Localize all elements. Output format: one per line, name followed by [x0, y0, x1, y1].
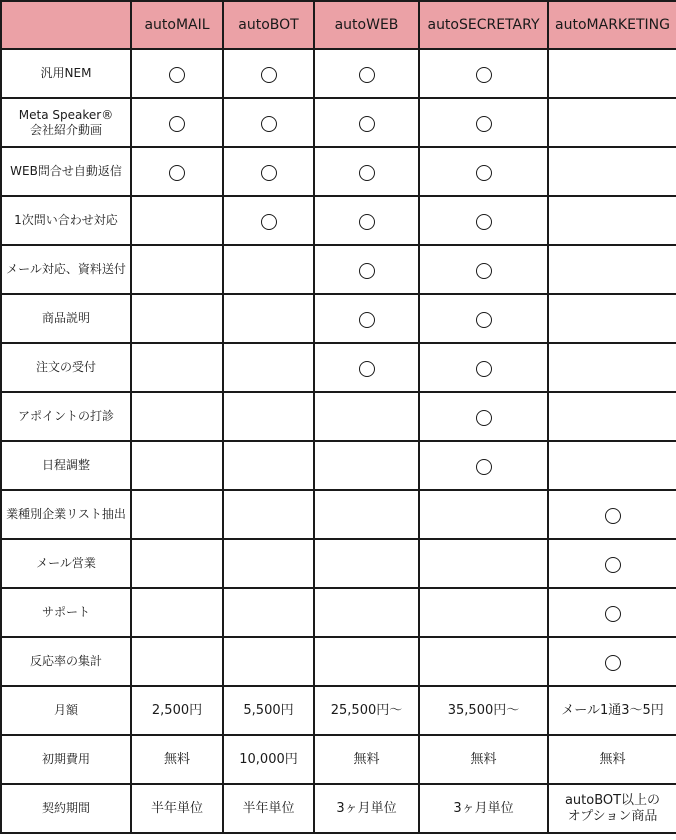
circle-mark-icon: [476, 263, 492, 279]
header-corner: [1, 1, 131, 49]
row-label: [1, 196, 131, 245]
price-cell: [548, 686, 676, 735]
mark-cell: [131, 147, 223, 196]
header-autobot: autoBOT: [223, 1, 314, 49]
circle-mark-icon: [359, 165, 375, 181]
circle-mark-icon: [476, 459, 492, 475]
mark-cell: [131, 588, 223, 637]
price-cell: [314, 686, 419, 735]
mark-cell: [131, 294, 223, 343]
mark-cell: [223, 245, 314, 294]
circle-mark-icon: [476, 410, 492, 426]
mark-cell: [419, 588, 548, 637]
row-label-text: 日程調整: [41, 458, 90, 472]
price-cell: [419, 784, 548, 833]
price-cell: [223, 735, 314, 784]
price-value: 3ヶ月単位: [453, 800, 514, 816]
mark-cell: [131, 441, 223, 490]
circle-mark-icon: [605, 508, 621, 524]
mark-cell: [548, 490, 676, 539]
circle-mark-icon: [476, 361, 492, 377]
feature-row: [1, 49, 676, 98]
mark-cell: [548, 49, 676, 98]
price-cell: [548, 735, 676, 784]
circle-mark-icon: [605, 557, 621, 573]
row-label-text: WEB問合せ自動返信: [10, 164, 122, 178]
price-row: [1, 686, 676, 735]
row-label-text: 反応率の集計: [29, 654, 102, 668]
mark-cell: [314, 441, 419, 490]
row-label-text: 月額: [53, 703, 78, 717]
price-cell: [548, 784, 676, 833]
mark-cell: [223, 294, 314, 343]
mark-cell: [314, 588, 419, 637]
price-value: メール1通3〜5円: [561, 702, 664, 718]
row-label-text: 業種別企業リスト抽出: [6, 507, 126, 521]
mark-cell: [131, 196, 223, 245]
circle-mark-icon: [476, 165, 492, 181]
row-label: [1, 784, 131, 833]
row-label-text: メール対応、資料送付: [6, 262, 126, 276]
circle-mark-icon: [359, 263, 375, 279]
row-label-text: 契約期間: [41, 801, 90, 815]
feature-row: [1, 245, 676, 294]
circle-mark-icon: [261, 67, 277, 83]
header-automail: autoMAIL: [131, 1, 223, 49]
circle-mark-icon: [261, 165, 277, 181]
mark-cell: [131, 49, 223, 98]
circle-mark-icon: [476, 312, 492, 328]
row-label: [1, 539, 131, 588]
mark-cell: [419, 343, 548, 392]
mark-cell: [131, 637, 223, 686]
mark-cell: [548, 196, 676, 245]
mark-cell: [548, 294, 676, 343]
mark-cell: [419, 294, 548, 343]
mark-cell: [548, 343, 676, 392]
row-label: [1, 441, 131, 490]
row-label-text: 1次問い合わせ対応: [14, 213, 118, 227]
mark-cell: [223, 196, 314, 245]
circle-mark-icon: [359, 67, 375, 83]
feature-row: [1, 441, 676, 490]
circle-mark-icon: [359, 312, 375, 328]
price-cell: [419, 735, 548, 784]
mark-cell: [419, 539, 548, 588]
price-value: 無料: [599, 751, 626, 767]
price-value: 半年単位: [242, 800, 295, 816]
row-label: [1, 343, 131, 392]
row-label-text: 会社紹介動画: [29, 122, 102, 137]
mark-cell: [548, 245, 676, 294]
circle-mark-icon: [476, 67, 492, 83]
price-value: 25,500円〜: [330, 702, 403, 718]
mark-cell: [419, 245, 548, 294]
price-value: 2,500円: [151, 702, 203, 718]
mark-cell: [419, 196, 548, 245]
row-label: [1, 147, 131, 196]
mark-cell: [419, 441, 548, 490]
row-label-text: 初期費用: [41, 752, 90, 766]
mark-cell: [419, 637, 548, 686]
row-label: [1, 98, 131, 147]
row-label-text: サポート: [41, 605, 90, 619]
mark-cell: [548, 588, 676, 637]
mark-cell: [548, 441, 676, 490]
row-label: [1, 392, 131, 441]
mark-cell: [548, 98, 676, 147]
row-label: [1, 49, 131, 98]
feature-row: [1, 588, 676, 637]
row-label: [1, 490, 131, 539]
feature-row: [1, 196, 676, 245]
price-cell: [314, 784, 419, 833]
mark-cell: [223, 588, 314, 637]
row-label-text: アポイントの打診: [17, 409, 114, 423]
row-label-text: メール営業: [36, 556, 96, 570]
feature-row: [1, 392, 676, 441]
feature-row: [1, 98, 676, 147]
row-label-text: 注文の受付: [35, 360, 96, 374]
header-row: [1, 1, 676, 49]
price-row: [1, 784, 676, 833]
mark-cell: [131, 245, 223, 294]
mark-cell: [314, 98, 419, 147]
header-autosecretary: autoSECRETARY: [419, 1, 548, 49]
circle-mark-icon: [359, 214, 375, 230]
price-cell: [131, 686, 223, 735]
mark-cell: [314, 147, 419, 196]
price-value: オプション商品: [567, 808, 658, 824]
mark-cell: [223, 49, 314, 98]
feature-row: [1, 294, 676, 343]
price-cell: [314, 735, 419, 784]
circle-mark-icon: [261, 116, 277, 132]
row-label: [1, 245, 131, 294]
circle-mark-icon: [169, 165, 185, 181]
table-body: [1, 49, 676, 833]
mark-cell: [314, 490, 419, 539]
circle-mark-icon: [359, 116, 375, 132]
mark-cell: [419, 392, 548, 441]
mark-cell: [314, 245, 419, 294]
feature-row: [1, 637, 676, 686]
mark-cell: [131, 490, 223, 539]
feature-row: [1, 490, 676, 539]
price-value: 35,500円〜: [447, 702, 520, 718]
price-row: [1, 735, 676, 784]
price-cell: [419, 686, 548, 735]
price-value: autoBOT以上の: [564, 792, 661, 808]
mark-cell: [223, 637, 314, 686]
row-label-text: 汎用NEM: [40, 66, 92, 80]
mark-cell: [314, 392, 419, 441]
circle-mark-icon: [476, 214, 492, 230]
circle-mark-icon: [605, 655, 621, 671]
circle-mark-icon: [261, 214, 277, 230]
price-value: 無料: [470, 751, 497, 767]
mark-cell: [131, 343, 223, 392]
circle-mark-icon: [476, 116, 492, 132]
mark-cell: [419, 49, 548, 98]
circle-mark-icon: [359, 361, 375, 377]
price-value: 10,000円: [239, 751, 298, 767]
mark-cell: [314, 637, 419, 686]
header-autoweb: autoWEB: [314, 1, 419, 49]
mark-cell: [548, 637, 676, 686]
mark-cell: [419, 490, 548, 539]
price-cell: [223, 784, 314, 833]
mark-cell: [131, 539, 223, 588]
mark-cell: [419, 98, 548, 147]
price-value: 半年単位: [150, 800, 203, 816]
feature-row: [1, 147, 676, 196]
price-value: 3ヶ月単位: [336, 800, 397, 816]
price-cell: [131, 784, 223, 833]
mark-cell: [419, 147, 548, 196]
circle-mark-icon: [169, 67, 185, 83]
mark-cell: [314, 539, 419, 588]
mark-cell: [314, 196, 419, 245]
price-value: 無料: [353, 751, 380, 767]
mark-cell: [223, 392, 314, 441]
price-cell: [131, 735, 223, 784]
mark-cell: [131, 98, 223, 147]
price-cell: [223, 686, 314, 735]
header-automarketing: autoMARKETING: [548, 1, 676, 49]
mark-cell: [548, 147, 676, 196]
mark-cell: [223, 539, 314, 588]
mark-cell: [223, 98, 314, 147]
mark-cell: [548, 539, 676, 588]
row-label: [1, 686, 131, 735]
mark-cell: [131, 392, 223, 441]
row-label: [1, 735, 131, 784]
mark-cell: [223, 441, 314, 490]
feature-row: [1, 343, 676, 392]
row-label-text: Meta Speaker®: [18, 107, 114, 122]
mark-cell: [314, 294, 419, 343]
circle-mark-icon: [605, 606, 621, 622]
mark-cell: [223, 147, 314, 196]
mark-cell: [223, 343, 314, 392]
row-label: [1, 588, 131, 637]
row-label: [1, 294, 131, 343]
price-value: 無料: [163, 751, 190, 767]
mark-cell: [223, 490, 314, 539]
row-label-text: 商品説明: [41, 311, 90, 325]
mark-cell: [314, 49, 419, 98]
price-value: 5,500円: [243, 702, 294, 718]
row-label: [1, 637, 131, 686]
circle-mark-icon: [169, 116, 185, 132]
mark-cell: [548, 392, 676, 441]
mark-cell: [314, 343, 419, 392]
feature-row: [1, 539, 676, 588]
